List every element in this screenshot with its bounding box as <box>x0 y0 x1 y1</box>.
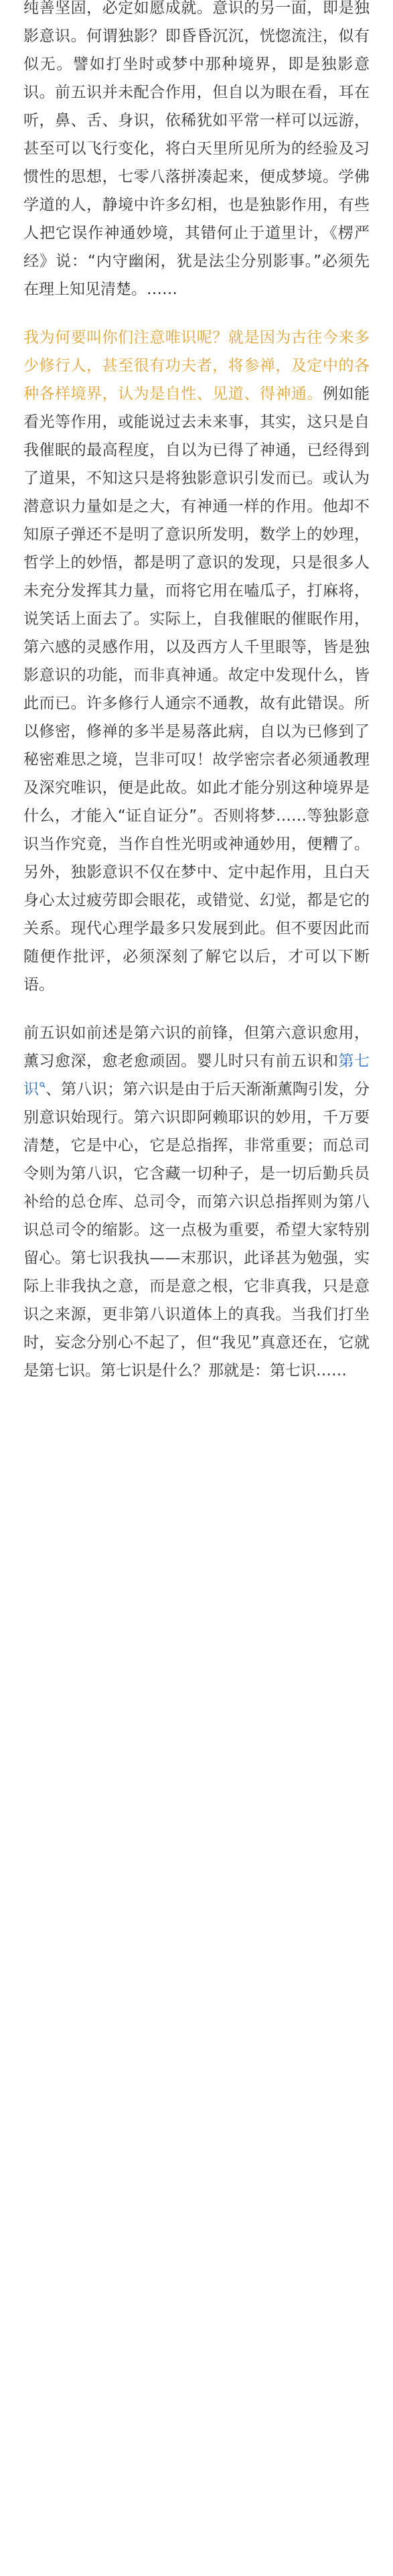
article-paragraph <box>23 324 370 999</box>
article-paragraph <box>23 1019 370 1385</box>
paragraph-text: 、第八识；第六识是由于后天渐渐薰陶引发，分别意识始现行。第六识即阿赖耶识的妙用，千万要清楚，它是中心，它是总指挥，非常重要；而总司令则为第八识，它含藏一切种子，是一切后勤兵员补给的总仓库、总司令，而第六识总指挥则为第八识总司令的缩影。这一点极为重要，希望大家特别留心。第七识我执——末那识，此译甚为勉强，实际上非我执之意，而是意之根，它非真我，只是意识之来源，更非第八识道体上的真我。当我们打坐时，妄念分别心不起了，但“我见”真意还在，它就是第七识。第七识是什么？那就是：第七识…… <box>23 1081 370 1379</box>
search-icon <box>40 1082 46 1088</box>
highlighted-text: 我为何要叫你们注意唯识呢？就是因为古往今来多少修行人，甚至很有功夫者，将参禅，及定中的各种各样境界，认为是自性、见道、得神通。 <box>23 329 370 403</box>
paragraph-text: 前五识如前述是第六识的前锋，但第六意识愈用，薰习愈深，愈老愈顽固。婴儿时只有前五识和 <box>23 1024 370 1070</box>
term-link-label: 第七识 <box>23 1053 370 1098</box>
paragraph-text: 例如能看光等作用，或能说过去未来事，其实，这只是自我催眠的最高程度，自以为已得了神通，已经得到了道果，不知这只是将独影意识引发而已。或认为潜意识力量如是之大，有神通一样的作用。他却不知原子弹还不是明了意识所发明，数学上的妙理，哲学上的妙悟，都是明了意识的发现，只是很多人未充分发挥其力量，而将它用在嗑瓜子，打麻将，说笑话上面去了。实际上，自我催眠的催眠作用，第六感的灵感作用，以及西方人千里眼等，皆是独影意识的功能，而非真神通。故定中发现什么，皆此而已。许多修行人通宗不通教，故有此错误。所以修密，修禅的多半是易落此病，自以为已修到了秘密难思之境，岂非可叹！故学密宗者必须通教理及深究唯识，便是此故。如此才能分别这种境界是什么，才能入“证自证分”。否则将梦……等独影意识当作究竟，当作自性光明或神通妙用，便糟了。另外，独影意识不仅在梦中、定中起作用，且白天身心太过疲劳即会眼花，或错觉、幻觉，都是它的关系。现代心理学最多只发展到此。但不要因此而随便作批评，必须深刻了解它以后，才可以下断语。 <box>23 385 370 994</box>
article-paragraph: 纯善坚固，必定如愿成就。意识的另一面，即是独影意识。何谓独影？即昏昏沉沉，恍惚流注，似有似无。譬如打坐时或梦中那种境界，即是独影意识。前五识并未配合作用，但自以为眼在看，耳在听，鼻、舌、身识，依稀犹如平常一样可以远游，甚至可以飞行变化，将白天里所见所为的经验及习惯性的思想，七零八落拼凑起来，便成梦境。学佛学道的人，静境中许多幻相，也是独影作用，有些人把它误作神通妙境，其错何止于道里计，《楞严经》说：“内守幽闲，犹是法尘分别影事。”必须先在理上知见清楚。…… <box>23 0 370 298</box>
